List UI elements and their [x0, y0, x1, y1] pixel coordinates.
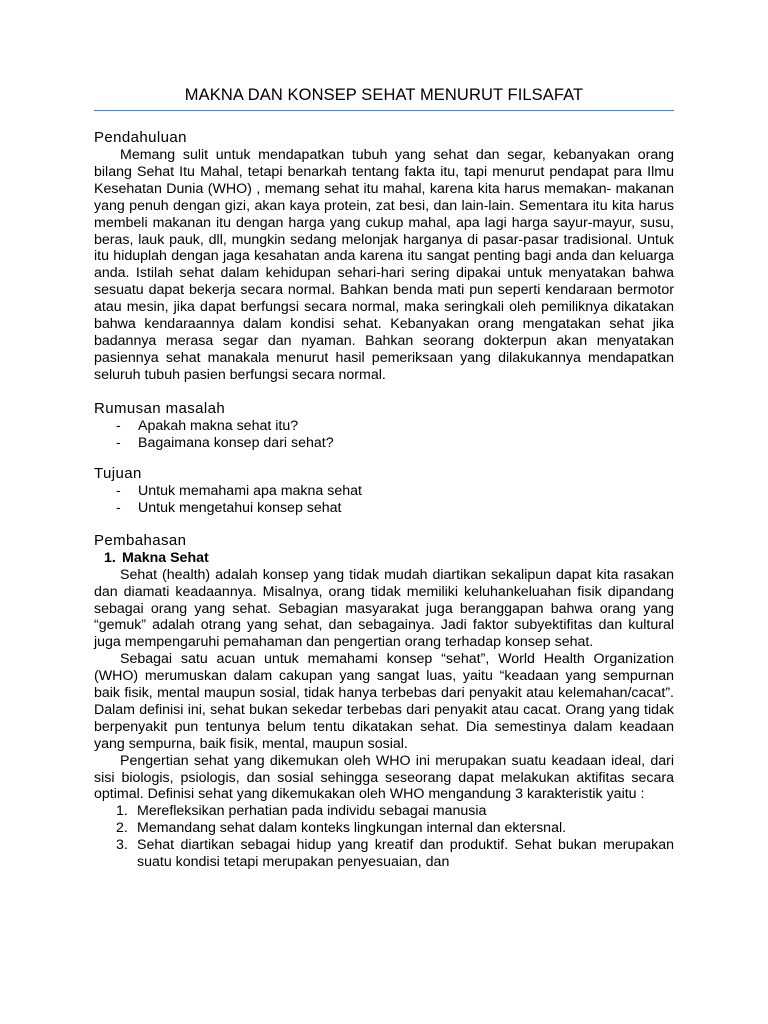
list-number: 1.	[116, 803, 128, 820]
list-item	[116, 418, 674, 435]
subheading-title: Makna Sehat	[122, 549, 209, 566]
paragraph-makna-1: Sehat (health) adalah konsep yang tidak mudah diartikan sekalipun dapat kita rasakan dan diamati keadaannya. Misalnya, orang tidak memiliki keluhankeluahan fisik dipandang sebagai orang yang sehat. Sebagian masyarakat juga beranggapan bahwa orang yang “gemuk” adalah otrang yang sehat, dan sebagainya. Jadi faktor subyektifitas dan kultural juga mempengaruhi pemahaman dan pengertian orang terhadap konsep sehat.	[94, 566, 674, 651]
list-item	[116, 500, 674, 517]
list-item	[116, 837, 674, 871]
heading-pembahasan: Pembahasan	[94, 531, 187, 549]
list-item	[116, 803, 674, 820]
paragraph-pendahuluan: Memang sulit untuk mendapatkan tubuh yang sehat dan segar, kebanyakan orang bilang Sehat Itu Mahal, tetapi benarkah tentang fakta itu, tapi menurut pendapat para Ilmu Kesehatan Dunia (WHO) , memang sehat itu mahal, karena kita harus memakan- makanan yang penuh dengan gizi, akan kaya protein, zat besi, dan lain-lain. Sementara itu kita harus membeli makanan itu dengan harga yang cukup mahal, apa lagi harga sayur-mayur, susu, beras, lauk pauk, dll, mungkin sedang melonjak harganya di pasar-pasar tradisional. Untuk itu hiduplah dengan jaga kesahatan anda karena itu sangat penting bagi anda dan keluarga anda. Istilah sehat dalam kehidupan sehari-hari sering dipakai untuk menyatakan bahwa sesuatu dapat bekerja secara normal. Bahkan benda mati pun seperti kendaraan bermotor atau mesin, jika dapat berfungsi secara normal, maka seringkali oleh pemiliknya dikatakan bahwa kendaraannya dalam kondisi sehat. Kebanyakan orang mengatakan sehat jika badannya merasa segar dan nyaman. Bahkan seorang dokterpun akan menyatakan pasiennya sehat manakala menurut hasil pemeriksaan yang dilakukannya mendapatkan seluruh tubuh pasien berfungsi secara normal.	[94, 147, 674, 383]
tujuan-list	[94, 483, 674, 517]
rumusan-list	[94, 418, 674, 452]
heading-pendahuluan: Pendahuluan	[94, 129, 187, 146]
list-item-text: Memandang sehat dalam konteks lingkungan internal dan ektersnal.	[137, 820, 567, 837]
dash-bullet: -	[116, 417, 121, 434]
list-item-text: Bagaimana konsep dari sehat?	[138, 434, 334, 451]
heading-tujuan: Tujuan	[94, 464, 142, 482]
list-item-text: Untuk memahami apa makna sehat	[138, 482, 362, 499]
heading-rumusan-masalah: Rumusan masalah	[94, 399, 226, 417]
list-number: 2.	[116, 820, 128, 837]
list-item-text: Sehat diartikan sebagai hidup yang kreatif dan produktif. Sehat bukan merupakan suatu kondisi tetapi merupakan penyesuaian, dan	[137, 837, 674, 871]
list-item	[116, 820, 674, 837]
karakteristik-list	[94, 803, 674, 871]
document-title: MAKNA DAN KONSEP SEHAT MENURUT FILSAFAT	[94, 86, 674, 111]
list-item-text: Untuk mengetahui konsep sehat	[138, 499, 342, 516]
list-item-text: Apakah makna sehat itu?	[138, 417, 299, 434]
subheading-makna-sehat	[94, 550, 674, 567]
dash-bullet: -	[116, 482, 121, 499]
list-item	[116, 435, 674, 452]
dash-bullet: -	[116, 434, 121, 451]
paragraph-makna-2: Sebagai satu acuan untuk memahami konsep “sehat”, World Health Organization (WHO) merumuskan dalam cakupan yang sangat luas, yaitu “keadaan yang sempurnan baik fisik, mental maupun sosial, tidak hanya terbebas dari penyakit atau kelemahan/cacat”. Dalam definisi ini, sehat bukan sekedar terbebas dari penyakit atau cacat. Orang yang tidak berpenyakit pun tentunya belum tentu dikatakan sehat. Dia semestinya dalam keadaan yang sempurna, baik fisik, mental, maupun sosial.	[94, 651, 674, 752]
dash-bullet: -	[116, 499, 121, 516]
list-number: 3.	[116, 837, 128, 854]
list-item	[116, 483, 674, 500]
subheading-number: 1.	[104, 549, 116, 566]
paragraph-makna-3: Pengertian sehat yang dikemukan oleh WHO ini merupakan suatu keadaan ideal, dari sisi biologis, psiologis, dan sosial sehingga seseorang dapat melakukan aktifitas secara optimal. Definisi sehat yang dikemukakan oleh WHO mengandung 3 karakteristik yaitu :	[94, 752, 674, 803]
list-item-text: Merefleksikan perhatian pada individu sebagai manusia	[137, 803, 487, 820]
